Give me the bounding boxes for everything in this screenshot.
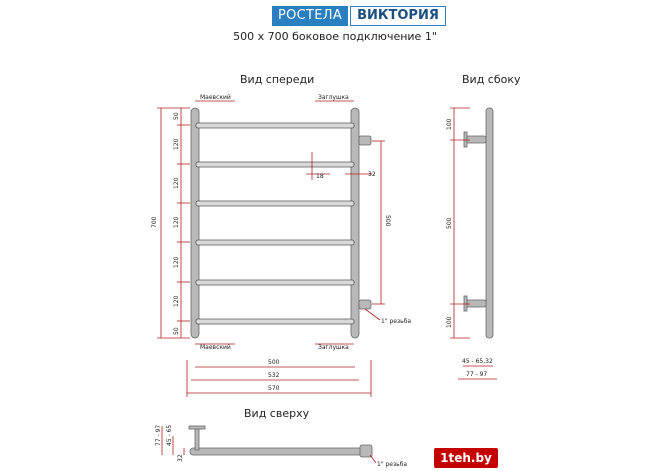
dim-step-5: 120 [173, 295, 180, 307]
dim-center-height: 500 [384, 215, 391, 227]
top-bar [190, 448, 370, 455]
top-view [155, 425, 407, 468]
brand-name: РОСТЕЛА [272, 6, 348, 26]
dim-side-bottom: 100 [446, 316, 453, 328]
dim-bar-offset: 18 [316, 173, 324, 180]
left-rail [191, 108, 199, 338]
dim-top-a: 77 - 97 [155, 424, 162, 446]
label-mayevsky-bottom: Маевский [200, 344, 231, 351]
dim-rail-offset: 32 [368, 171, 376, 178]
label-plug-bottom: Заглушка [318, 344, 349, 351]
dim-width-500: 500 [268, 359, 280, 366]
dim-depth-a: 45 - 65,32 [462, 358, 493, 365]
dim-side-mid: 500 [446, 217, 453, 229]
bar-6 [196, 319, 354, 324]
dim-width-532: 532 [268, 372, 280, 379]
dim-step-4: 120 [173, 256, 180, 268]
side-view-title: Вид сбоку [462, 73, 521, 86]
dim-step-1: 120 [173, 138, 180, 150]
front-view-title: Вид спереди [240, 73, 315, 86]
dim-bottom-gap: 50 [173, 327, 180, 335]
dim-step-2: 120 [173, 177, 180, 189]
bar-5 [196, 280, 354, 285]
side-rail [486, 108, 493, 338]
bar-1 [196, 123, 354, 128]
label-thread-front: 1" резьба [381, 318, 412, 325]
bar-3 [196, 201, 354, 206]
bar-4 [196, 240, 354, 245]
right-rail [351, 108, 359, 338]
bottom-connector [359, 300, 371, 309]
dim-side-top: 100 [446, 118, 453, 130]
top-connector [359, 136, 371, 145]
side-view [446, 108, 497, 379]
top-view-title: Вид сверху [244, 407, 310, 420]
label-thread-top: 1" резьба [377, 461, 408, 468]
dim-width-570: 570 [268, 385, 280, 392]
dim-step-3: 120 [173, 216, 180, 228]
top-bracket [195, 428, 199, 450]
side-bracket-top [466, 136, 486, 143]
dim-top-c: 45 - 65 [166, 424, 173, 446]
watermark-badge: 1teh.by [434, 448, 498, 468]
dim-top-b: 32 [177, 454, 184, 462]
brand-model: ВИКТОРИЯ [350, 6, 446, 26]
dim-total-height: 700 [151, 216, 158, 228]
subtitle: 500 х 700 боковое подключение 1" [233, 30, 437, 43]
dim-depth-b: 77 - 97 [466, 371, 488, 378]
label-plug-top: Заглушка [318, 94, 349, 101]
bar-2 [196, 162, 354, 167]
label-mayevsky-top: Маевский [200, 94, 231, 101]
dim-top-gap: 50 [173, 112, 180, 120]
front-view [151, 94, 411, 397]
side-bracket-bottom [466, 300, 486, 307]
